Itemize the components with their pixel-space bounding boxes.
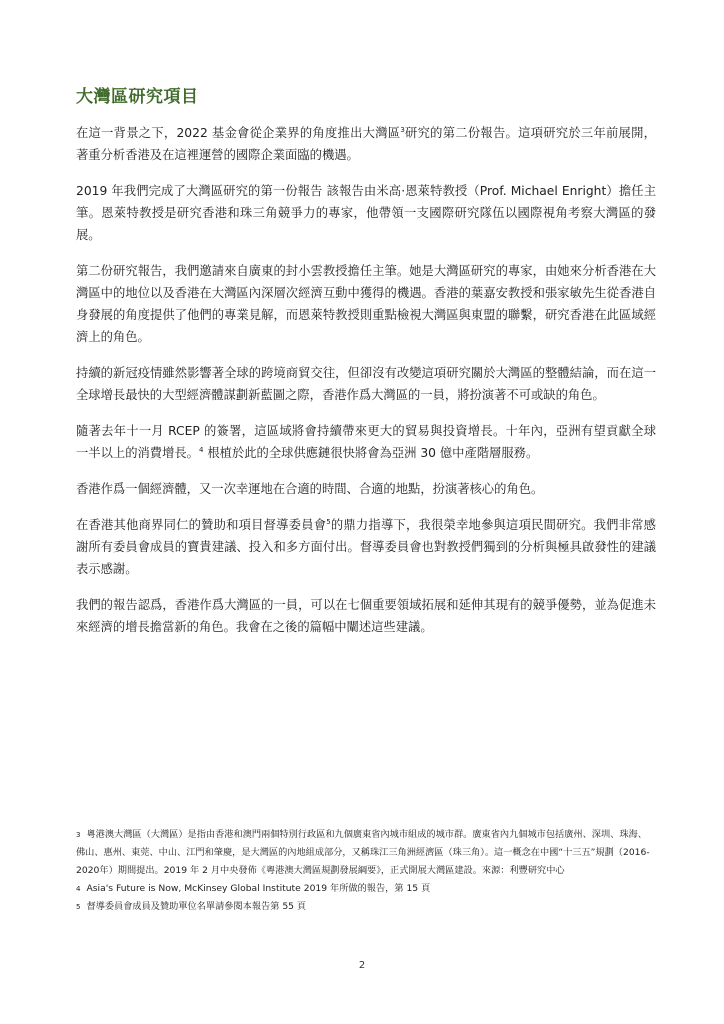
footnote-ref: 3	[400, 125, 405, 134]
paragraph-text: 的鼎力指導下，我很榮幸地參與這項民間研究。我們非常感謝所有委員會成員的寶貴建議、投入和多方面付出。督導委員會也對教授們獨到的分析與極具啟發性的建議表示感謝。	[76, 518, 656, 576]
footnote-number: 5	[76, 903, 81, 911]
paragraph-text: 2019 年我們完成了大灣區研究的第一份報告 該報告由米高·恩萊特教授（Prof. Michael Enright）擔任主筆。恩萊特教授是研究香港和珠三角競爭力的專家，他帶領一支國際研究隊伍以國際視角考察大灣區的發展。	[76, 184, 656, 242]
page-number: 2	[358, 960, 366, 971]
footnote-4	[76, 880, 656, 898]
paragraph-text: 我們的報告認爲，香港作爲大灣區的一員，可以在七個重要領域拓展和延伸其現有的競爭優勢，並為促進未來經濟的增長擔當新的角色。我會在之後的篇幅中闡述這些建議。	[76, 598, 656, 634]
paragraph-text: 在香港其他商界同仁的贊助和項目督導委員會	[76, 518, 327, 532]
paragraph-text: 在這一背景之下，2022 基金會從企業界的角度推出大灣區	[76, 126, 401, 140]
paragraph-text: 隨著去年十一月 RCEP 的簽署，這區域將會持續帶來更大的貿易與投資增長。十年內，亞洲有望貢獻全球一半以上的消費增長。	[76, 424, 656, 460]
footnotes	[76, 826, 656, 916]
footnote-ref: 4	[198, 445, 204, 454]
paragraph-4	[76, 362, 656, 406]
section-title: 大灣區研究項目	[76, 87, 199, 107]
body-text	[76, 122, 656, 652]
paragraph-2	[76, 180, 656, 246]
footnote-number: 3	[76, 831, 81, 839]
paragraph-3	[76, 260, 656, 348]
paragraph-7	[76, 514, 656, 580]
footnote-number: 4	[76, 885, 81, 893]
paragraph-1	[76, 122, 656, 166]
footnote-text: Asia's Future is Now, McKinsey Global Institute 2019 年所做的報告，第 15 頁	[86, 883, 431, 894]
paragraph-text: 香港作爲一個經濟體，又一次幸運地在合適的時間、合適的地點，扮演著核心的角色。	[76, 482, 544, 496]
paragraph-text: 研究的第二份報告。這項研究於三年前展開，著重分析香港及在這裡運營的國際企業面臨的機遇。	[76, 126, 656, 162]
footnote-5	[76, 898, 656, 916]
paragraph-text: 第二份研究報告，我們邀請來自廣東的封小雲教授擔任主筆。她是大灣區研究的專家，由她來分析香港在大灣區中的地位以及香港在大灣區內深層次經濟互動中獲得的機遇。香港的葉嘉安教授和張家敏先生從香港自身發展的角度提供了他們的專業見解，而恩萊特教授則重點檢視大灣區與東盟的聯繫，研究香港在此區域經濟上的角色。	[76, 264, 656, 344]
paragraph-text: 持續的新冠疫情雖然影響著全球的跨境商貿交往，但卻沒有改變這項研究關於大灣區的整體結論，而在這一全球增長最快的大型經濟體謀劃新藍圖之際，香港作爲大灣區的一員，將扮演著不可或缺的角色。	[76, 366, 656, 402]
footnote-text: 粵港澳大灣區（大灣區）是指由香港和澳門兩個特別行政區和九個廣東省內城市組成的城市群。廣東省內九個城市包括廣州、深圳、珠海、佛山、惠州、東莞、中山、江門和肇慶，是大灣區的內地組成部分，又稱珠江三角洲經濟區（珠三角）。這一概念在中國“十三五”規劃（2016-2020年）期間提出。2019 年 2 月中央發佈《粵港澳大灣區規劃發展綱要》，正式開展大灣區建設。來源：利豐研究中心	[76, 829, 650, 876]
footnote-ref: 5	[326, 517, 331, 526]
footnote-text: 督導委員會成員及贊助單位名單請參閱本報告第 55 頁	[86, 901, 307, 912]
paragraph-6	[76, 478, 656, 500]
paragraph-5	[76, 420, 656, 464]
paragraph-text: 根植於此的全球供應鏈很快將會為亞洲 30 億中產階層服務。	[203, 446, 539, 460]
footnote-3	[76, 826, 656, 880]
paragraph-8	[76, 594, 656, 638]
